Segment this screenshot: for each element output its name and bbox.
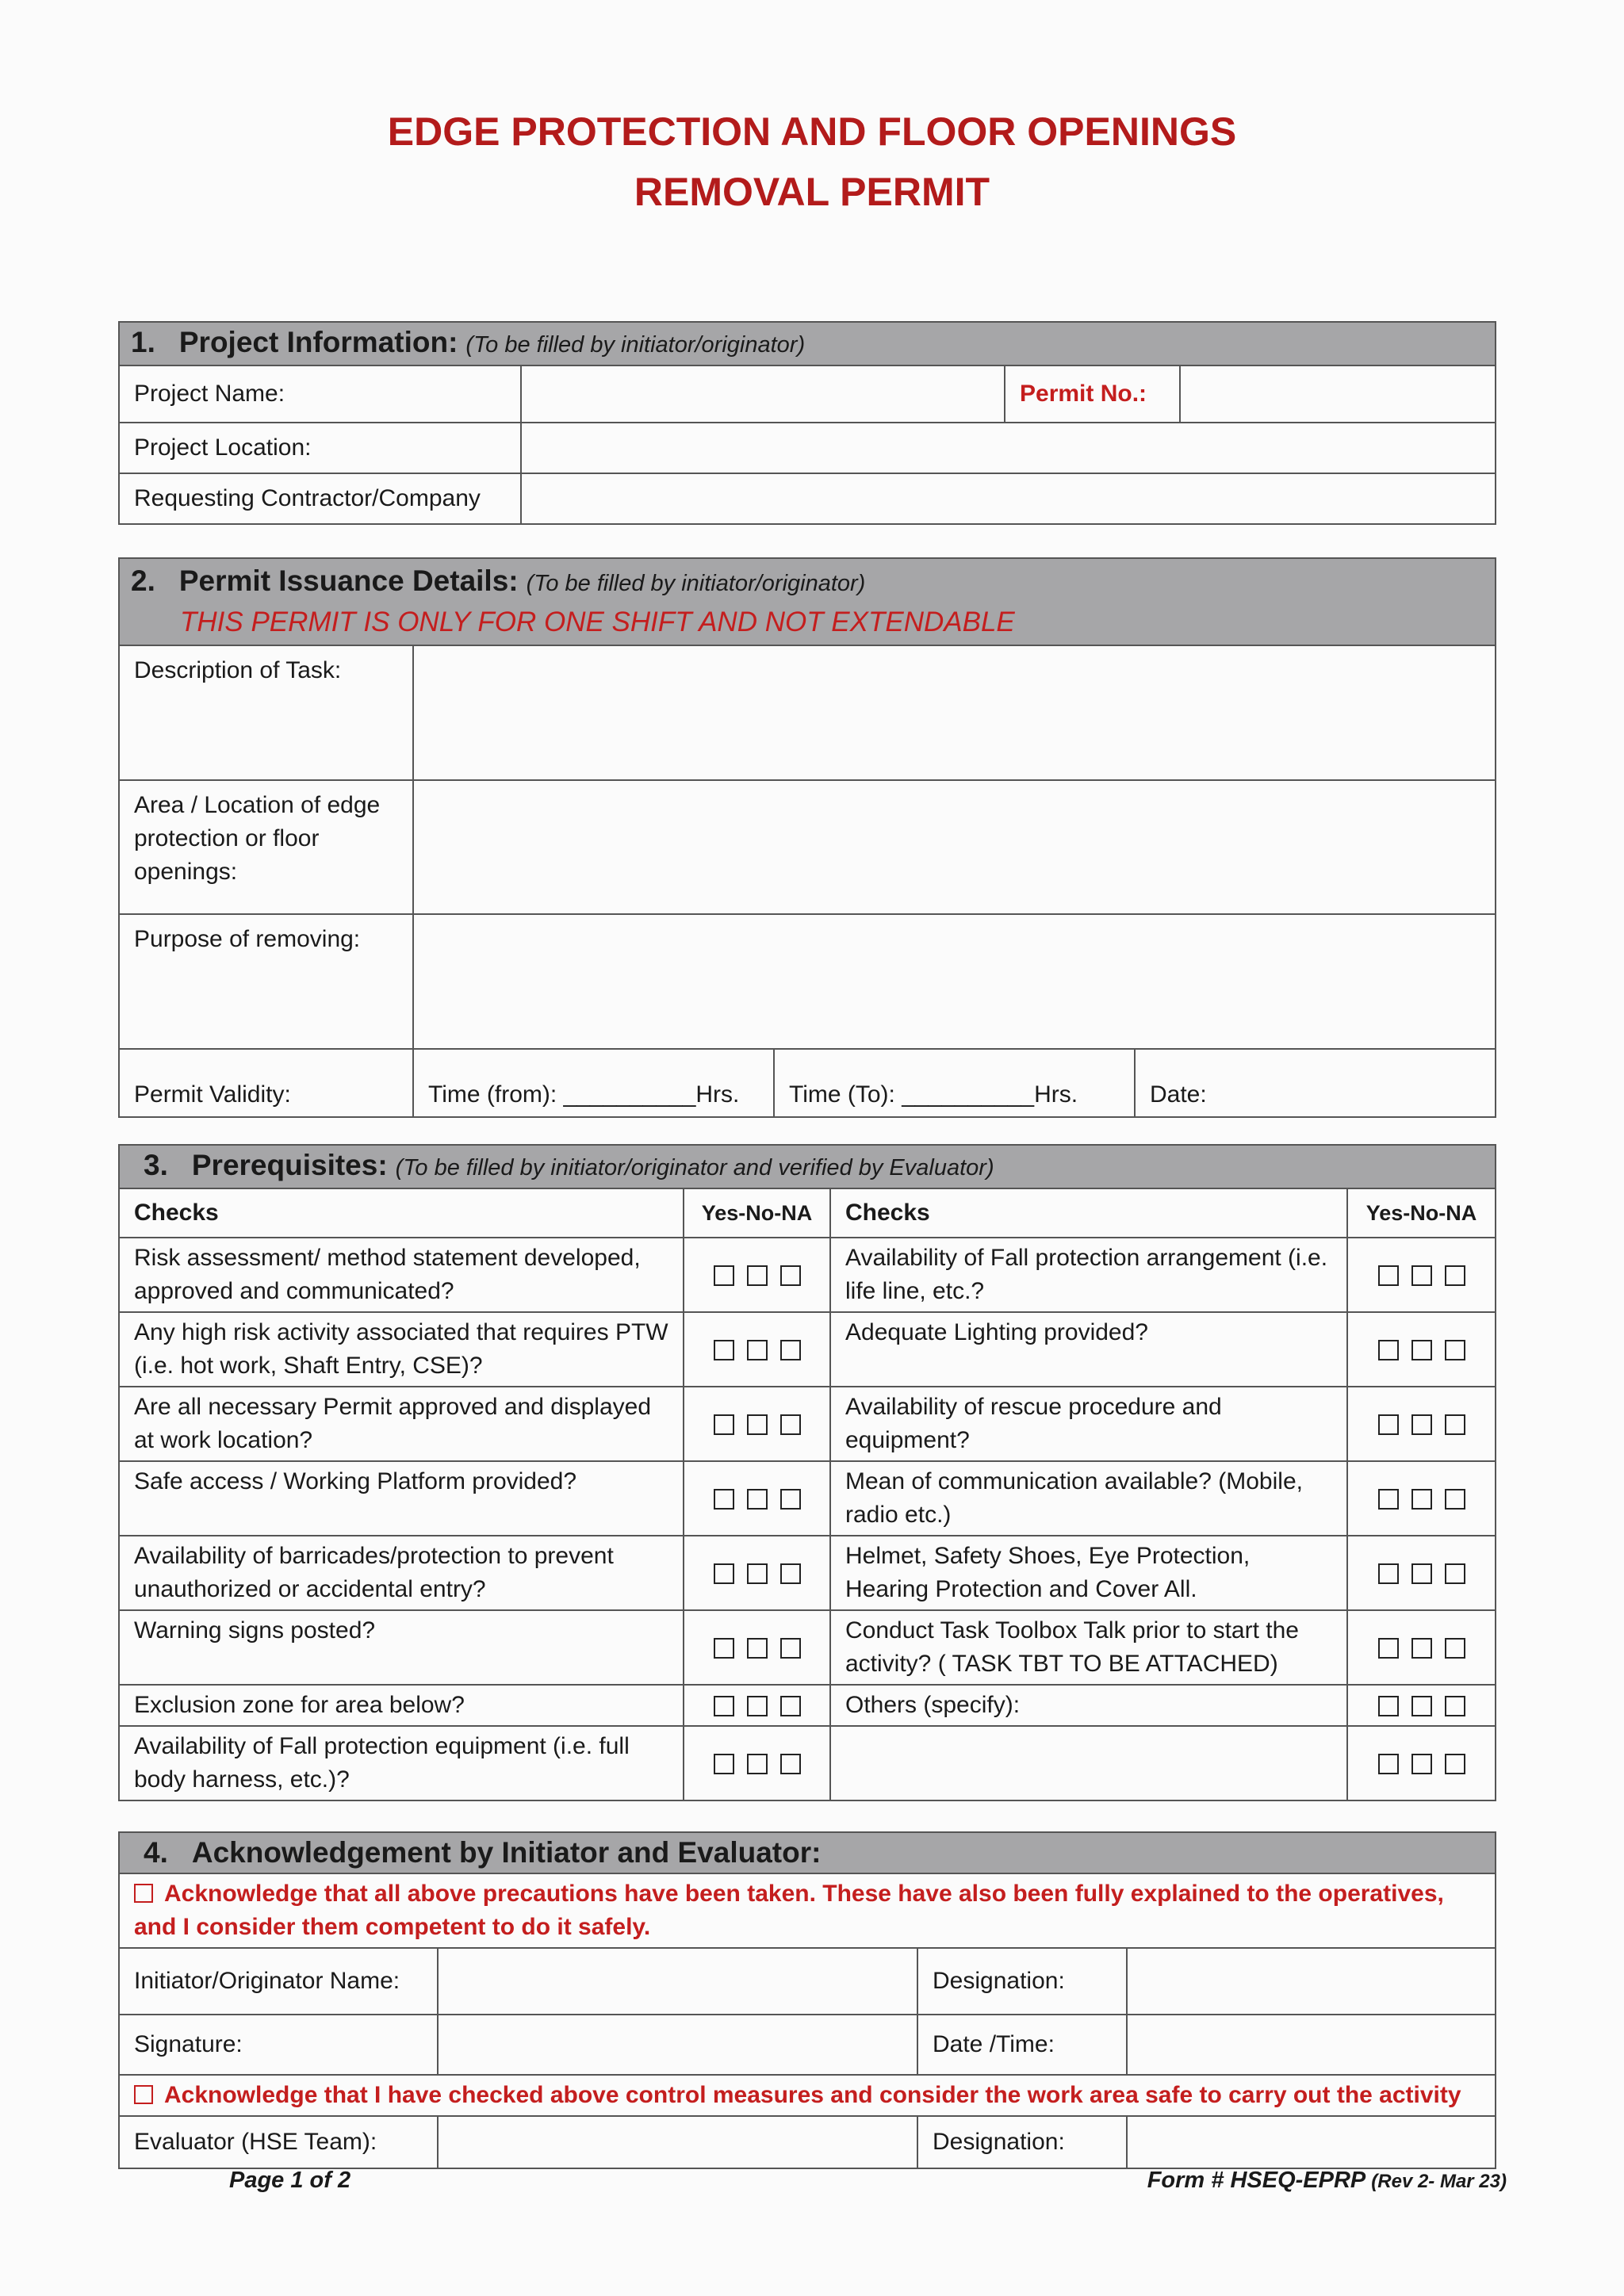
check-left-8: Availability of Fall protection equipment (i.e. full body harness, etc.)? — [119, 1726, 684, 1800]
yes-checkbox[interactable] — [1378, 1696, 1399, 1716]
na-checkbox[interactable] — [780, 1696, 801, 1716]
single-shift-warning: THIS PERMIT IS ONLY FOR ONE SHIFT AND NOT EXTENDABLE — [180, 607, 1015, 637]
section-2-permit-issuance — [118, 557, 1496, 1118]
no-checkbox[interactable] — [1411, 1563, 1432, 1584]
section-2-heading: Permit Issuance Details: — [178, 564, 519, 597]
section-1-project-information — [118, 321, 1496, 525]
date-time-field[interactable] — [1127, 2015, 1496, 2075]
check-right-4: Mean of communication available? (Mobile, radio etc.) — [830, 1461, 1347, 1536]
yes-no-na-left-5[interactable] — [684, 1536, 830, 1610]
time-from-field[interactable]: Time (from): __________Hrs. — [413, 1049, 774, 1117]
yes-checkbox[interactable] — [1378, 1489, 1399, 1510]
no-checkbox[interactable] — [1411, 1340, 1432, 1360]
permit-no-label: Permit No.: — [1005, 365, 1180, 423]
section-1-note: (To be filled by initiator/originator) — [465, 332, 806, 358]
task-description-label: Description of Task: — [119, 645, 413, 780]
date-time-label: Date /Time: — [917, 2015, 1127, 2075]
initiator-acknowledgement[interactable] — [119, 1873, 1496, 1948]
evaluator-designation-field[interactable] — [1127, 2116, 1496, 2168]
section-2-number: 2. — [131, 564, 155, 597]
check-right-8[interactable] — [830, 1726, 1347, 1800]
no-checkbox[interactable] — [747, 1265, 768, 1286]
section-1-header — [119, 322, 1496, 365]
permit-validity-label: Permit Validity: — [119, 1049, 413, 1117]
document-title — [0, 101, 1624, 222]
yes-checkbox[interactable] — [1378, 1414, 1399, 1435]
title-line-1: EDGE PROTECTION AND FLOOR OPENINGS — [387, 109, 1237, 154]
no-checkbox[interactable] — [1411, 1414, 1432, 1435]
yes-no-na-right-3[interactable] — [1347, 1387, 1496, 1461]
check-right-6: Conduct Task Toolbox Talk prior to start the activity? ( TASK TBT TO BE ATTACHED) — [830, 1610, 1347, 1685]
no-checkbox[interactable] — [747, 1489, 768, 1510]
yes-checkbox[interactable] — [1378, 1265, 1399, 1286]
section-1-number: 1. — [131, 326, 155, 358]
check-right-2: Adequate Lighting provided? — [830, 1312, 1347, 1387]
no-checkbox[interactable] — [747, 1696, 768, 1716]
section-2-note: (To be filled by initiator/originator) — [526, 571, 866, 596]
yes-no-na-right-7[interactable] — [1347, 1685, 1496, 1726]
initiator-name-label: Initiator/Originator Name: — [119, 1948, 438, 2015]
section-4-header — [119, 1832, 1496, 1873]
signature-label: Signature: — [119, 2015, 438, 2075]
initiator-name-field[interactable] — [438, 1948, 917, 2015]
ack-text-initiator: Acknowledge that all above precautions have been taken. These have also been fully explained to the operatives, and I consider them competent to do it safely. — [134, 1881, 1444, 1940]
yes-checkbox[interactable] — [714, 1638, 734, 1659]
section-4-number: 4. — [144, 1836, 168, 1869]
yes-no-na-right-2[interactable] — [1347, 1312, 1496, 1387]
yes-checkbox[interactable] — [714, 1563, 734, 1584]
project-name-label: Project Name: — [119, 365, 521, 423]
na-checkbox[interactable] — [1445, 1265, 1465, 1286]
area-location-label: Area / Location of edge protection or floor openings: — [119, 780, 413, 914]
check-left-3: Are all necessary Permit approved and displayed at work location? — [119, 1387, 684, 1461]
signature-field[interactable] — [438, 2015, 917, 2075]
col-header-checks-right: Checks — [830, 1188, 1347, 1238]
area-location-field[interactable] — [413, 780, 1496, 914]
na-checkbox[interactable] — [1445, 1638, 1465, 1659]
requesting-company-field[interactable] — [521, 473, 1496, 524]
na-checkbox[interactable] — [780, 1754, 801, 1774]
project-location-field[interactable] — [521, 423, 1496, 473]
check-right-3: Availability of rescue procedure and equipment? — [830, 1387, 1347, 1461]
designation-label: Designation: — [917, 1948, 1127, 2015]
evaluator-acknowledgement[interactable] — [119, 2075, 1496, 2116]
ack-text-evaluator: Acknowledge that I have checked above control measures and consider the work area safe to carry out the activity — [164, 2082, 1461, 2108]
time-to-field[interactable]: Time (To): __________Hrs. — [774, 1049, 1135, 1117]
yes-checkbox[interactable] — [714, 1414, 734, 1435]
yes-no-na-left-6[interactable] — [684, 1610, 830, 1685]
no-checkbox[interactable] — [1411, 1638, 1432, 1659]
col-header-checks-left: Checks — [119, 1188, 684, 1238]
na-checkbox[interactable] — [1445, 1754, 1465, 1774]
section-3-header — [119, 1145, 1496, 1188]
requesting-company-label: Requesting Contractor/Company — [119, 473, 521, 524]
col-header-yesno-right: Yes-No-NA — [1347, 1188, 1496, 1238]
yes-checkbox[interactable] — [1378, 1340, 1399, 1360]
no-checkbox[interactable] — [747, 1414, 768, 1435]
form-reference — [1147, 2168, 1507, 2194]
purpose-field[interactable] — [413, 914, 1496, 1049]
na-checkbox[interactable] — [780, 1414, 801, 1435]
no-checkbox[interactable] — [1411, 1754, 1432, 1774]
na-checkbox[interactable] — [1445, 1563, 1465, 1584]
col-header-yesno-left: Yes-No-NA — [684, 1188, 830, 1238]
yes-checkbox[interactable] — [1378, 1754, 1399, 1774]
check-left-1: Risk assessment/ method statement developed, approved and communicated? — [119, 1238, 684, 1312]
check-left-2: Any high risk activity associated that requires PTW (i.e. hot work, Shaft Entry, CSE)? — [119, 1312, 684, 1387]
yes-checkbox[interactable] — [714, 1696, 734, 1716]
section-3-heading: Prerequisites: — [191, 1149, 388, 1181]
yes-no-na-left-7[interactable] — [684, 1685, 830, 1726]
yes-checkbox[interactable] — [1378, 1563, 1399, 1584]
na-checkbox[interactable] — [780, 1265, 801, 1286]
na-checkbox[interactable] — [780, 1340, 801, 1360]
yes-no-na-right-4[interactable] — [1347, 1461, 1496, 1536]
section-1-heading: Project Information: — [178, 326, 458, 358]
check-right-7: Others (specify): — [830, 1685, 1347, 1726]
evaluator-label: Evaluator (HSE Team): — [119, 2116, 438, 2168]
ack-checkbox-evaluator[interactable] — [134, 2085, 153, 2104]
evaluator-field[interactable] — [438, 2116, 917, 2168]
section-3-number: 3. — [144, 1149, 168, 1181]
form-revision: (Rev 2- Mar 23) — [1371, 2171, 1507, 2192]
yes-no-na-right-1[interactable] — [1347, 1238, 1496, 1312]
designation-field[interactable] — [1127, 1948, 1496, 2015]
yes-no-na-left-1[interactable] — [684, 1238, 830, 1312]
yes-no-na-right-5[interactable] — [1347, 1536, 1496, 1610]
no-checkbox[interactable] — [747, 1340, 768, 1360]
page-number: Page 1 of 2 — [229, 2168, 351, 2193]
project-location-label: Project Location: — [119, 423, 521, 473]
yes-no-na-left-4[interactable] — [684, 1461, 830, 1536]
yes-checkbox[interactable] — [714, 1265, 734, 1286]
yes-no-na-left-2[interactable] — [684, 1312, 830, 1387]
yes-checkbox[interactable] — [714, 1340, 734, 1360]
yes-no-na-left-8[interactable] — [684, 1726, 830, 1800]
section-4-acknowledgement — [118, 1831, 1496, 2169]
na-checkbox[interactable] — [1445, 1489, 1465, 1510]
task-description-field[interactable] — [413, 645, 1496, 780]
check-left-7: Exclusion zone for area below? — [119, 1685, 684, 1726]
ack-checkbox-initiator[interactable] — [134, 1884, 153, 1903]
section-2-header — [119, 558, 1496, 645]
date-field[interactable]: Date: — [1135, 1049, 1496, 1117]
na-checkbox[interactable] — [780, 1563, 801, 1584]
no-checkbox[interactable] — [747, 1638, 768, 1659]
check-right-5: Helmet, Safety Shoes, Eye Protection, Hearing Protection and Cover All. — [830, 1536, 1347, 1610]
na-checkbox[interactable] — [1445, 1414, 1465, 1435]
na-checkbox[interactable] — [780, 1489, 801, 1510]
no-checkbox[interactable] — [747, 1754, 768, 1774]
yes-no-na-right-8[interactable] — [1347, 1726, 1496, 1800]
project-name-field[interactable] — [521, 365, 1005, 423]
form-number: Form # HSEQ-EPRP — [1147, 2168, 1365, 2193]
no-checkbox[interactable] — [1411, 1489, 1432, 1510]
na-checkbox[interactable] — [780, 1638, 801, 1659]
yes-checkbox[interactable] — [1378, 1638, 1399, 1659]
title-line-2: REMOVAL PERMIT — [634, 170, 990, 214]
evaluator-designation-label: Designation: — [917, 2116, 1127, 2168]
yes-checkbox[interactable] — [714, 1754, 734, 1774]
check-left-6: Warning signs posted? — [119, 1610, 684, 1685]
yes-no-na-left-3[interactable] — [684, 1387, 830, 1461]
no-checkbox[interactable] — [1411, 1265, 1432, 1286]
no-checkbox[interactable] — [1411, 1696, 1432, 1716]
no-checkbox[interactable] — [747, 1563, 768, 1584]
section-3-note: (To be filled by initiator/originator and verified by Evaluator) — [395, 1155, 994, 1181]
check-right-1: Availability of Fall protection arrangement (i.e. life line, etc.? — [830, 1238, 1347, 1312]
na-checkbox[interactable] — [1445, 1696, 1465, 1716]
na-checkbox[interactable] — [1445, 1340, 1465, 1360]
yes-no-na-right-6[interactable] — [1347, 1610, 1496, 1685]
check-left-5: Availability of barricades/protection to prevent unauthorized or accidental entry? — [119, 1536, 684, 1610]
permit-no-field[interactable] — [1180, 365, 1496, 423]
section-4-heading: Acknowledgement by Initiator and Evaluator: — [191, 1836, 822, 1869]
yes-checkbox[interactable] — [714, 1489, 734, 1510]
section-3-prerequisites — [118, 1144, 1496, 1801]
check-left-4: Safe access / Working Platform provided? — [119, 1461, 684, 1536]
purpose-label: Purpose of removing: — [119, 914, 413, 1049]
